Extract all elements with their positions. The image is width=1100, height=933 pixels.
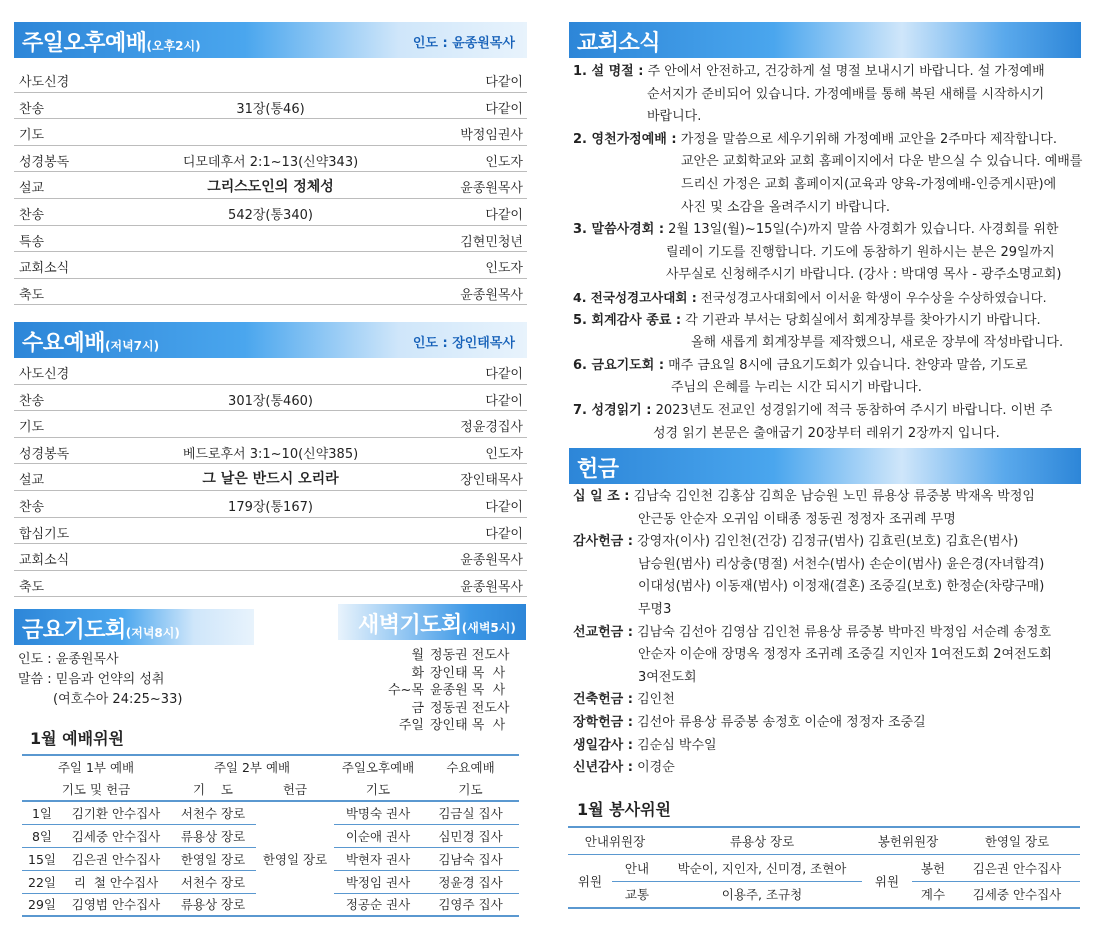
- sermon-title: 그리스도인의 정체성: [207, 179, 334, 196]
- news-key: 7. 성경읽기 :: [573, 402, 652, 418]
- order-item: 교회소식: [19, 261, 70, 277]
- guide-label: 안내: [612, 854, 662, 881]
- friday-message: 말씀 : 믿음과 언약의 성취: [18, 672, 165, 687]
- dawn-name: 장인태 목 사: [430, 718, 506, 733]
- duty-offering: 한영일 장로: [256, 801, 334, 916]
- duty-pm: 박현자 권사: [334, 847, 422, 870]
- order-who: 윤종원목사: [460, 579, 523, 595]
- order-item: 찬송: [19, 393, 45, 409]
- order-who: 박정임권사: [460, 128, 523, 144]
- duty-title: 1월 예배위원: [30, 729, 124, 748]
- guide-head-label: 안내위원장: [568, 827, 662, 854]
- duty-prayer1: 리 철 안수집사: [62, 870, 170, 893]
- order-row: [14, 279, 527, 306]
- duty-table: [22, 754, 519, 917]
- offering-line: 김남숙 김인천 김홍삼 김희운 남승원 노민 류용상 류중봉 박재옥 박정임: [633, 489, 1035, 504]
- service-row: [568, 854, 1080, 881]
- news-line: 순서지가 준비되어 있습니다. 가정예배를 통해 복된 새해를 시작하시기: [647, 86, 1045, 102]
- news-key: 3. 말씀사경회 :: [573, 222, 665, 238]
- order-row: [14, 226, 527, 253]
- duty-pm: 정공순 권사: [334, 893, 422, 916]
- sunday-pm-title: 주일오후예배(오후2시): [22, 31, 201, 56]
- offering-line: 안근동 안순자 오귀임 이태종 정동권 정정자 조귀례 무명: [638, 511, 956, 527]
- duty-subhead: 기 도: [170, 778, 256, 801]
- order-row: [14, 358, 527, 385]
- order-item: 축도: [19, 579, 45, 595]
- order-item: 성경봉독: [19, 154, 70, 170]
- wednesday-title: 수요예배(저녁7시): [22, 331, 160, 356]
- wednesday-time: (저녁7시): [105, 339, 160, 353]
- offering-item: [573, 622, 1083, 690]
- order-row: [14, 119, 527, 146]
- order-content: 179장(통167): [228, 499, 313, 515]
- duty-date: 8일: [22, 824, 62, 847]
- offering-key: 십 일 조 :: [573, 489, 630, 504]
- duty-head-2: 주일 2부 예배: [170, 755, 334, 778]
- order-row: [14, 411, 527, 438]
- offering-item: [573, 735, 1083, 758]
- dawn-name: 정동권 전도사: [430, 648, 510, 663]
- guide-head: 류용상 장로: [662, 827, 862, 854]
- offer-head-label: 봉헌위원장: [862, 827, 954, 854]
- news-item: [573, 400, 1083, 445]
- order-item: 축도: [19, 287, 45, 303]
- order-item: 기도: [19, 420, 45, 436]
- news-line: 각 기관과 부서는 당회실에서 회계장부를 찾아가시기 바랍니다.: [685, 312, 1041, 328]
- news-line: 바랍니다.: [647, 109, 702, 125]
- order-item: 찬송: [19, 207, 45, 223]
- order-item: 설교: [19, 181, 45, 197]
- news-item: [573, 219, 1083, 287]
- dawn-row: [370, 717, 522, 735]
- offering-list: [573, 486, 1083, 780]
- service-table: [568, 826, 1080, 909]
- order-who: 다같이: [485, 207, 523, 223]
- duty-pm: 박정임 권사: [334, 870, 422, 893]
- duty-prayer1: 김기환 안수집사: [62, 801, 170, 824]
- order-row: [14, 199, 527, 226]
- offering-line: 이대성(범사) 이동재(범사) 이정재(결혼) 조중길(보호) 한정순(차량구매): [638, 579, 1045, 595]
- order-who: 인도자: [485, 446, 523, 462]
- duty-head-4: 수요예배: [422, 755, 519, 778]
- news-key: 2. 영천가정예배 :: [573, 131, 677, 147]
- news-line: 매주 금요일 8시에 금요기도회가 있습니다. 찬양과 말씀, 기도로: [668, 357, 1028, 373]
- sunday-pm-leader: 인도 : 윤종원목사: [412, 36, 515, 51]
- news-line: 올해 새롭게 회계장부를 제작했으니, 새로운 장부에 작성바랍니다.: [691, 335, 1064, 351]
- offer-name: 김은권 안수집사: [954, 854, 1080, 881]
- duty-prayer2: 서천수 장로: [170, 801, 256, 824]
- order-item: 성경봉독: [19, 446, 70, 462]
- order-row: [14, 93, 527, 120]
- count-label: 계수: [912, 881, 954, 908]
- duty-prayer2: 서천수 장로: [170, 870, 256, 893]
- duty-pm: 박명숙 권사: [334, 801, 422, 824]
- count-name: 김세중 안수집사: [954, 881, 1080, 908]
- dawn-day: 월: [411, 648, 424, 663]
- order-who: 윤종원목사: [460, 181, 523, 197]
- order-row: [14, 252, 527, 279]
- duty-date: 15일: [22, 847, 62, 870]
- offering-line: 김인천: [637, 692, 675, 708]
- order-who: 윤종원목사: [460, 287, 523, 303]
- duty-prayer1: 김영범 안수집사: [62, 893, 170, 916]
- duty-wed: 정윤경 집사: [422, 870, 519, 893]
- order-row: [14, 518, 527, 545]
- order-content: 301장(통460): [228, 393, 313, 409]
- order-row: [14, 571, 527, 598]
- order-item: 특송: [19, 234, 45, 250]
- news-key: 5. 회계감사 종료 :: [573, 312, 682, 328]
- duty-date: 29일: [22, 893, 62, 916]
- order-row: [14, 464, 527, 491]
- wednesday-header: [14, 322, 527, 358]
- offering-line: 김순심 박수일: [637, 737, 717, 753]
- news-list: [573, 61, 1083, 445]
- dawn-name: 장인태 목 사: [430, 665, 506, 681]
- duty-head-3: 주일오후예배: [334, 755, 422, 778]
- news-item: [573, 355, 1083, 400]
- offering-line: 이경순: [637, 760, 675, 776]
- service-row: [568, 881, 1080, 908]
- dawn-name: 정동권 전도사: [430, 700, 510, 716]
- order-item: 찬송: [19, 499, 45, 515]
- friday-title: 금요기도회(저녁8시): [22, 618, 180, 643]
- offering-key: 장학헌금 :: [573, 714, 633, 730]
- dawn-row: [370, 682, 522, 700]
- order-who: 김현민청년: [460, 234, 523, 250]
- order-row: [14, 438, 527, 465]
- offering-item: [573, 531, 1083, 621]
- duty-date: 1일: [22, 801, 62, 824]
- order-who: 다같이: [485, 526, 523, 542]
- dawn-row: [370, 647, 522, 665]
- news-line: 2월 13일(월)~15일(수)까지 말씀 사경회가 있습니다. 사경회를 위한: [668, 222, 1059, 238]
- offering-key: 생일감사 :: [573, 737, 633, 753]
- offering-item: [573, 757, 1083, 780]
- news-line: 가정을 말씀으로 세우기위해 가정예배 교안을 2주마다 제작합니다.: [680, 131, 1057, 147]
- offering-key: 건축헌금 :: [573, 692, 633, 708]
- friday-header: [14, 609, 254, 645]
- duty-subhead: 헌금: [256, 778, 334, 801]
- order-item: 설교: [19, 473, 45, 489]
- order-row: [14, 385, 527, 412]
- news-header: [569, 22, 1081, 58]
- order-item: 기도: [19, 128, 45, 144]
- duty-wed: 김남숙 집사: [422, 847, 519, 870]
- guide-names: 박순이, 지인자, 신미경, 조현아: [662, 854, 862, 881]
- news-key: 6. 금요기도회 :: [573, 357, 665, 373]
- order-row: [14, 491, 527, 518]
- news-item: [573, 310, 1083, 355]
- friday-scripture: (여호수아 24:25~33): [53, 692, 183, 707]
- news-key: 4. 전국성경고사대회 :: [573, 289, 697, 305]
- news-title: 교회소식: [577, 31, 661, 56]
- news-line: 드리신 가정은 교회 홈페이지(교육과 양육-가정예배-인증게시판)에: [681, 176, 1057, 192]
- news-key: 1. 설 명절 :: [573, 64, 644, 79]
- order-row: [14, 544, 527, 571]
- offering-item: [573, 712, 1083, 735]
- wednesday-order: [14, 358, 527, 597]
- news-item: [573, 61, 1083, 129]
- offering-line: 김남숙 김선아 김영삼 김인천 류용상 류중봉 박마진 박정임 서순례 송정호: [637, 624, 1052, 640]
- order-who: 다같이: [485, 75, 523, 90]
- dawn-schedule: [370, 647, 522, 735]
- traffic-names: 이용주, 조규청: [662, 881, 862, 908]
- duty-prayer1: 김은권 안수집사: [62, 847, 170, 870]
- sunday-pm-header: [14, 22, 527, 58]
- order-item: 사도신경: [19, 75, 70, 90]
- duty-wed: 김영주 집사: [422, 893, 519, 916]
- duty-subhead: 기도 및 헌금: [22, 778, 170, 801]
- duty-subhead: 기도: [422, 778, 519, 801]
- duty-date: 22일: [22, 870, 62, 893]
- member-label: 위원: [568, 854, 612, 908]
- news-line: 전국성경고사대회에서 이서윤 학생이 우수상을 수상하였습니다.: [700, 289, 1047, 305]
- service-title: 1월 봉사위원: [577, 800, 671, 819]
- order-content: 디모데후서 2:1~13(신약343): [182, 154, 359, 170]
- offer-head: 한영일 장로: [954, 827, 1080, 854]
- news-line: 성경 읽기 본문은 출애굽기 20장부터 레위기 2장까지 입니다.: [653, 425, 1000, 441]
- sunday-pm-order: [14, 66, 527, 305]
- offering-line: 안순자 이순애 장명옥 정정자 조귀례 조중길 지인자 1여전도회 2여전도회: [638, 647, 1052, 663]
- duty-prayer2: 류용상 장로: [170, 893, 256, 916]
- traffic-label: 교통: [612, 881, 662, 908]
- offering-key: 감사헌금 :: [573, 534, 633, 550]
- dawn-day: 수~목: [387, 683, 424, 698]
- news-line: 주님의 은혜를 누리는 시간 되시기 바랍니다.: [671, 380, 922, 396]
- sermon-title: 그 날은 반드시 오리라: [202, 471, 339, 488]
- news-line: 릴레이 기도를 진행합니다. 기도에 동참하기 원하시는 분은 29일까지: [666, 244, 1055, 260]
- duty-prayer2: 류용상 장로: [170, 824, 256, 847]
- offering-line: 강영자(이사) 김인천(건강) 김정규(범사) 김효린(보호) 김효은(범사): [637, 534, 1019, 550]
- offering-line: 남승원(범사) 리상충(명절) 서천수(범사) 손순이(범사) 윤은경(자녀합격): [638, 556, 1045, 572]
- order-who: 윤종원목사: [460, 553, 523, 569]
- dawn-time: (새벽5시): [461, 621, 516, 635]
- order-item: 찬송: [19, 101, 45, 117]
- offering-header: [569, 448, 1081, 484]
- order-item: 사도신경: [19, 367, 70, 382]
- duty-wed: 김금실 집사: [422, 801, 519, 824]
- sunday-pm-time: (오후2시): [146, 39, 201, 53]
- dawn-day: 화: [411, 665, 424, 681]
- order-item: 합심기도: [19, 526, 70, 542]
- order-content: 542장(통340): [228, 207, 313, 223]
- table-row: [22, 801, 519, 824]
- dawn-name: 윤종원 목 사: [430, 683, 506, 698]
- offering-key: 신년감사 :: [573, 760, 633, 776]
- duty-prayer1: 김세중 안수집사: [62, 824, 170, 847]
- order-who: 다같이: [485, 393, 523, 409]
- offering-item: [573, 486, 1083, 531]
- dawn-row: [370, 665, 522, 683]
- offering-key: 선교헌금 :: [573, 624, 633, 640]
- order-content: 베드로후서 3:1~10(신약385): [182, 446, 359, 462]
- order-row: [14, 66, 527, 93]
- news-item: [573, 129, 1083, 219]
- friday-leader: 인도 : 윤종원목사: [18, 652, 119, 667]
- dawn-day: 금: [411, 700, 424, 716]
- news-line: 사진 및 소감을 올려주시기 바랍니다.: [681, 199, 891, 215]
- offering-title: 헌금: [577, 457, 619, 482]
- friday-time: (저녁8시): [125, 626, 180, 640]
- duty-subhead-row: [22, 778, 519, 801]
- dawn-header: [338, 604, 526, 640]
- wednesday-leader: 인도 : 장인태목사: [412, 336, 515, 351]
- duty-head-row: [22, 755, 519, 778]
- duty-head-1: 주일 1부 예배: [22, 755, 170, 778]
- duty-subhead: 기도: [334, 778, 422, 801]
- news-item: [573, 287, 1083, 310]
- dawn-row: [370, 700, 522, 718]
- service-head-row: [568, 827, 1080, 854]
- order-row: [14, 146, 527, 173]
- order-who: 정윤경집사: [460, 420, 523, 436]
- order-content: 31장(통46): [236, 101, 305, 117]
- offering-line: 3여전도회: [638, 669, 697, 685]
- order-item: 교회소식: [19, 553, 70, 569]
- offering-line: 무명3: [638, 601, 672, 617]
- duty-wed: 심민경 집사: [422, 824, 519, 847]
- news-line: 2023년도 전교인 성경읽기에 적극 동참하여 주시기 바랍니다. 이번 주: [655, 402, 1053, 418]
- duty-pm: 이순애 권사: [334, 824, 422, 847]
- member-label: 위원: [862, 854, 912, 908]
- order-who: 다같이: [485, 101, 523, 117]
- news-line: 사무실로 신청해주시기 바랍니다. (강사 : 박대영 목사 - 광주소명교회): [666, 267, 1062, 283]
- order-who: 인도자: [485, 261, 523, 277]
- dawn-title: 새벽기도회(새벽5시): [358, 613, 516, 638]
- duty-prayer2: 한영일 장로: [170, 847, 256, 870]
- news-line: 주 안에서 안전하고, 건강하게 설 명절 보내시기 바랍니다. 설 가정예배: [647, 64, 1045, 79]
- offering-item: [573, 689, 1083, 712]
- order-who: 장인태목사: [460, 473, 523, 489]
- order-row: [14, 172, 527, 199]
- order-who: 다같이: [485, 499, 523, 515]
- news-line: 교안은 교회학교와 교회 홈페이지에서 다운 받으실 수 있습니다. 예배를: [681, 154, 1083, 170]
- offering-line: 김선아 류용상 류중봉 송정호 이순애 정정자 조중길: [637, 714, 926, 730]
- offer-label: 봉헌: [912, 854, 954, 881]
- dawn-day: 주일: [398, 718, 424, 733]
- order-who: 인도자: [485, 154, 523, 170]
- order-who: 다같이: [485, 367, 523, 382]
